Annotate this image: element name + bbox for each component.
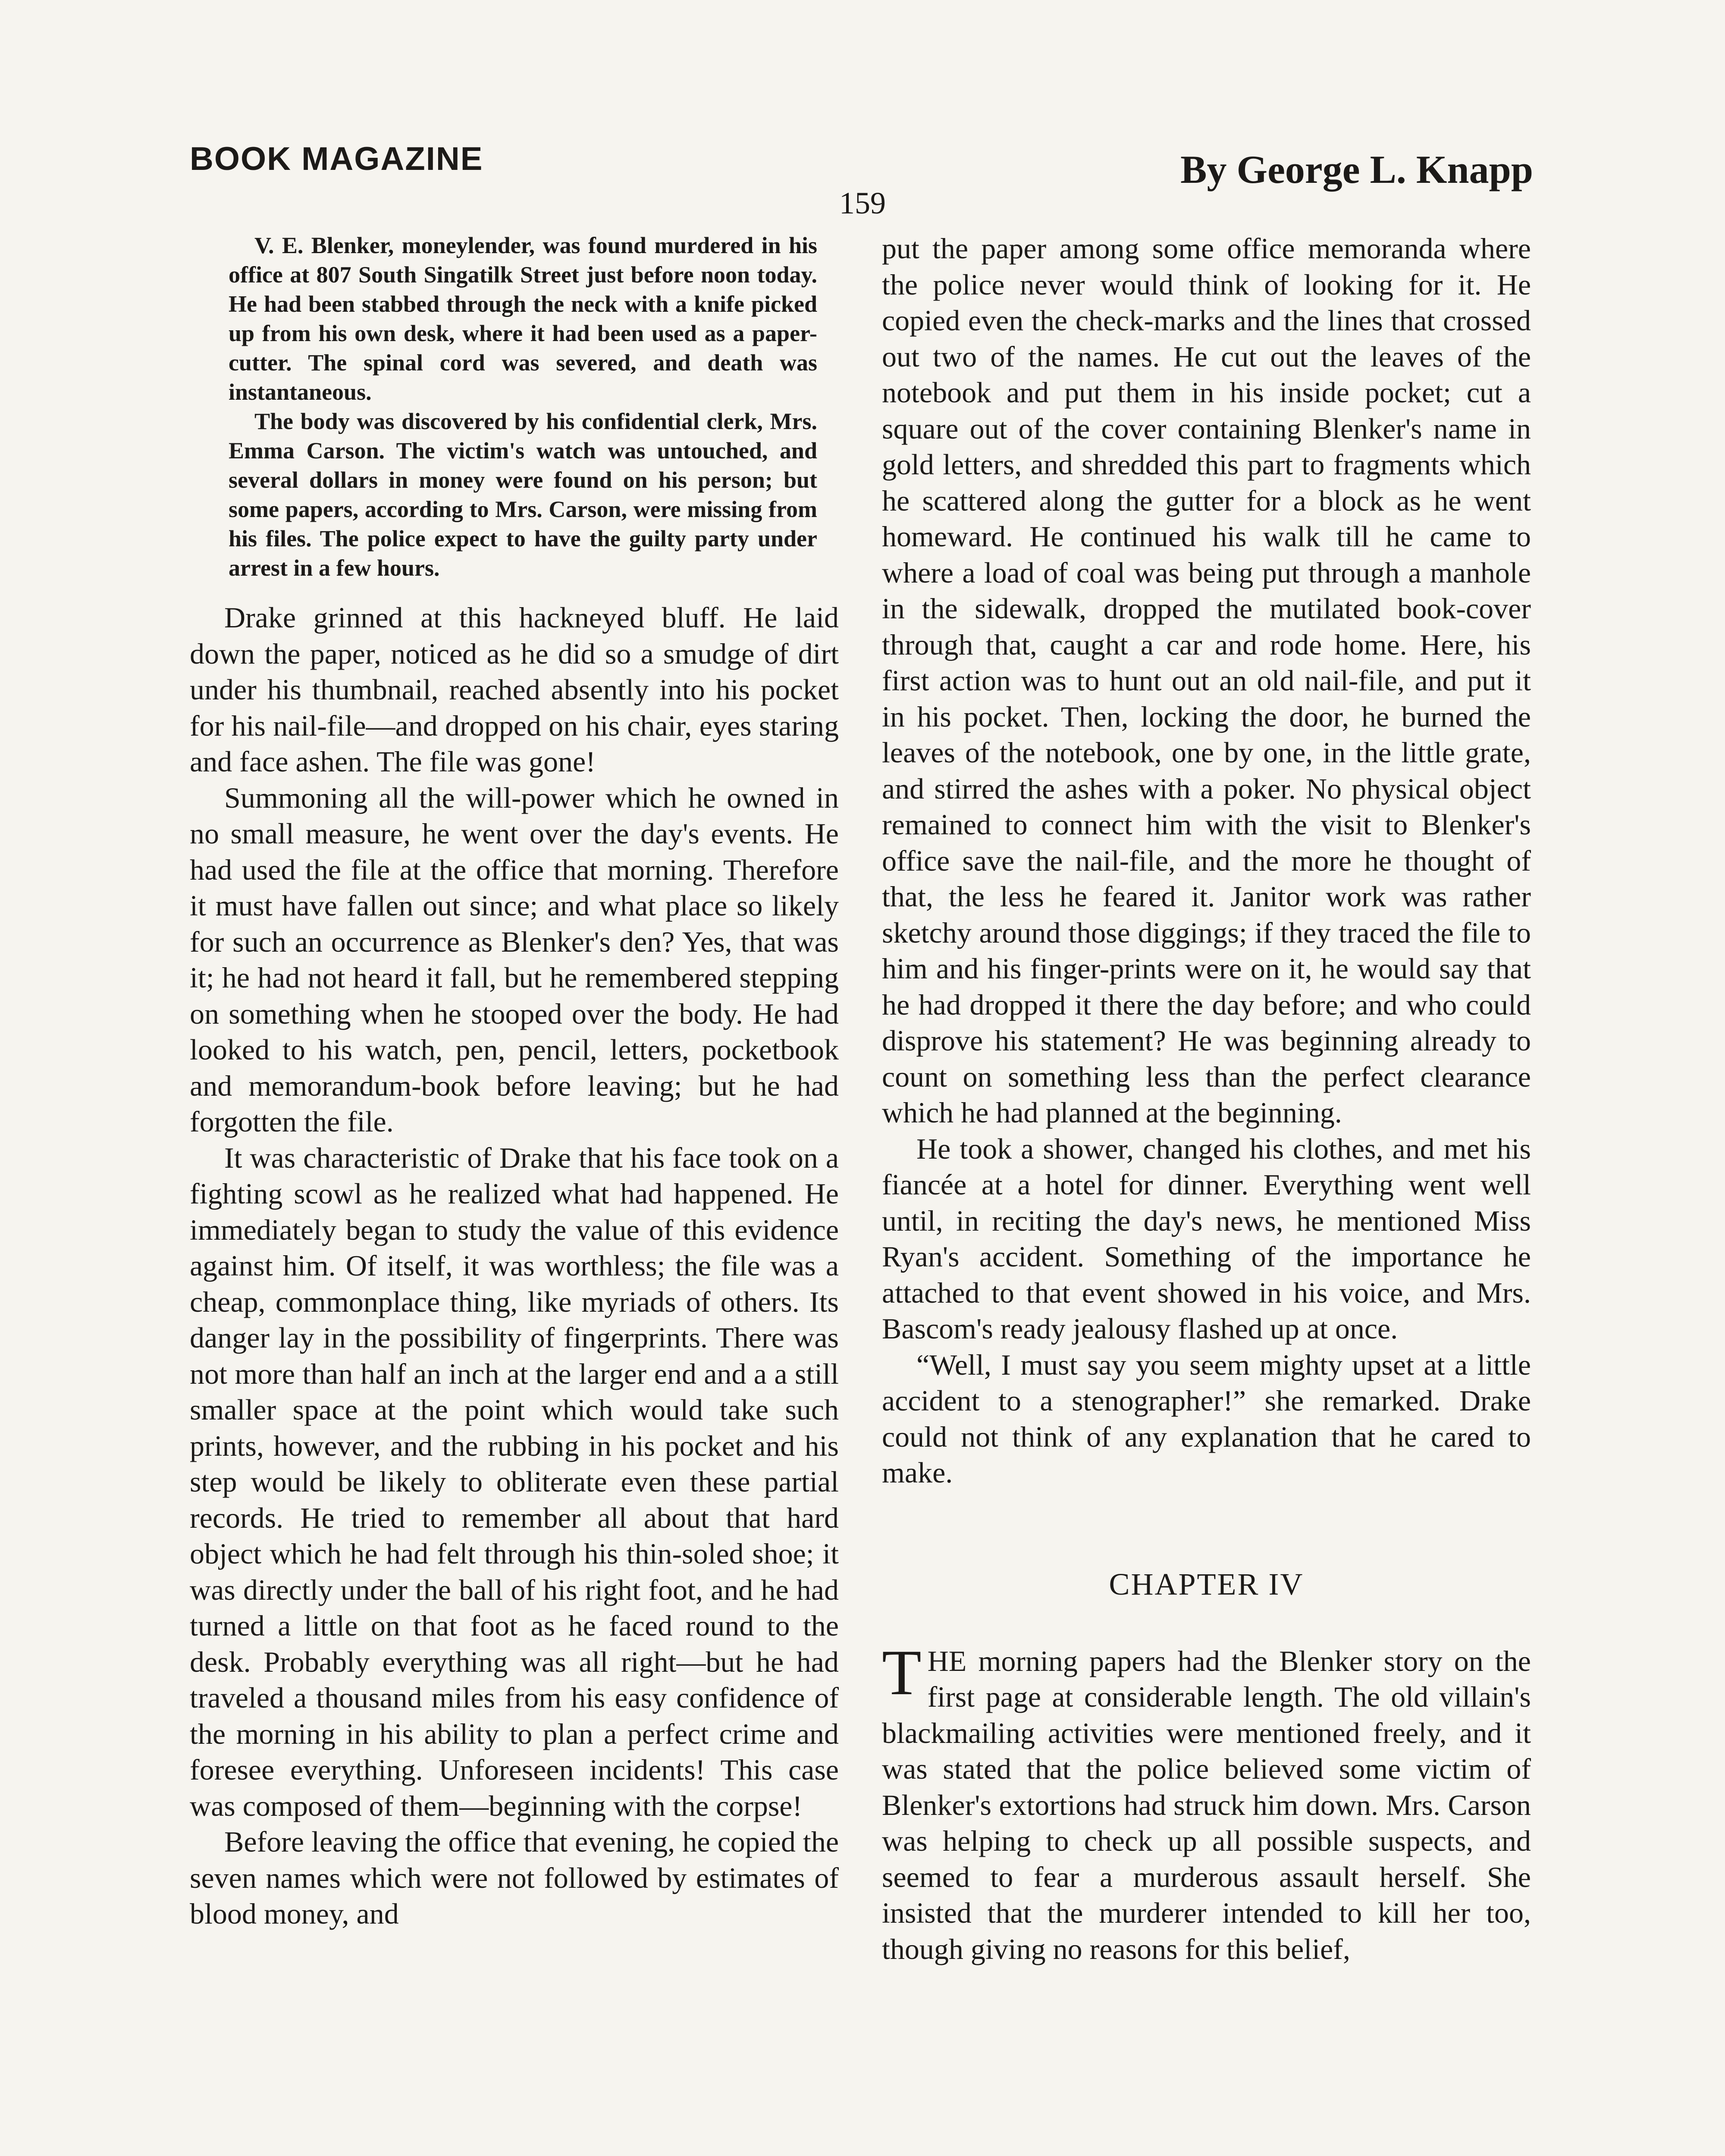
body-paragraph: put the paper among some office memoranda where the police never would think of looking for it. He copied even the check-marks and the lines that crossed out two of the names. He cut out the leaves of the notebook and put them in his inside pocket; cut a square out of the cover containing Blenker's name in gold letters, and shredded this part to fragments which he scattered along the gutter for a block as he went homeward. He continued his walk till he came to where a load of coal was being put through a manhole in the sidewalk, dropped the mutilated book-cover through that, caught a car and rode home. Here, his first action was to hunt out an old nail-file, and put it in his pocket. Then, locking the door, he burned the leaves of the notebook, one by one, in the little grate, and stirred the ashes with a poker. No physical object remained to connect him with the visit to Blenker's office save the nail-file, and the more he thought of that, the less he feared it. Janitor work was rather sketchy around those diggings; if they traced the file to him and his finger-prints were on it, he would say that he had dropped it there the day before; and who could disprove his statement? He was beginning already to count on something less than the perfect clearance which he had planned at the beginning. bbox=[882, 232, 1531, 1129]
chapter-heading: CHAPTER IV bbox=[1109, 1567, 1304, 1601]
chapter-first-paragraph bbox=[882, 1636, 1531, 1968]
left-column bbox=[190, 231, 839, 1932]
body-paragraph: Before leaving the office that evening, he copied the seven names which were not followed by estimates of blood money, and bbox=[190, 1825, 839, 1930]
drop-cap: T bbox=[882, 1636, 922, 1708]
author-byline: By George L. Knapp bbox=[1180, 147, 1533, 191]
chapter-opening-text: HE morning papers had the Blenker story on the first page at considerable length. The old villain's blackmailing activities were mentioned freely, and it was stated that the police believed some victim of Blenker's extortions had struck him down. Mrs. Carson was helping to check up all possible suspects, and seemed to fear a murderous assault herself. She insisted that the murderer intended to kill her too, though giving no reasons for this belief, bbox=[882, 1644, 1531, 1965]
news-clipping bbox=[229, 231, 817, 583]
body-paragraph: He took a shower, changed his clothes, and met his fiancée at a hotel for dinner. Everything went well until, in reciting the day's news, he mentioned Miss Ryan's accident. Something of the importance he attached to that event showed in his voice, and Mrs. Bascom's ready jealousy flashed up at once. bbox=[882, 1132, 1531, 1345]
page-number: 159 bbox=[839, 186, 886, 220]
right-column bbox=[882, 231, 1531, 1967]
left-column-body bbox=[190, 600, 839, 1932]
body-paragraph: Drake grinned at this hackneyed bluff. He laid down the paper, noticed as he did so a smudge of dirt under his thumbnail, reached absently into his pocket for his nail-file—and dropped on his chair, eyes staring and face ashen. The file was gone! bbox=[190, 601, 839, 778]
publication-title: BOOK MAGAZINE bbox=[190, 141, 483, 177]
news-paragraph: The body was discovered by his confidential clerk, Mrs. Emma Carson. The victim's watch was untouched, and several dollars in money were found on his person; but some papers, according to Mrs. Carson, were missing from his files. The police expect to have the guilty party under arrest in a few hours. bbox=[229, 408, 817, 581]
body-paragraph: It was characteristic of Drake that his face took on a fighting scowl as he realized what had happened. He immediately began to study the value of this evidence against him. Of itself, it was worthless; the file was a cheap, commonplace thing, like myriads of others. Its danger lay in the possibility of fingerprints. There was not more than half an inch at the larger end and a a still smaller space at the point which would take such prints, however, and the rubbing in his pocket and his step would be likely to obliterate even these partial records. He tried to remember all about that hard object which he had felt through his thin-soled shoe; it was directly under the ball of his right foot, and he had turned a little on that foot as he faced round to the desk. Probably everything was all right—but he had traveled a thousand miles from his easy confidence of the morning in his ability to plan a perfect crime and foresee everything. Unforeseen incidents! This case was composed of them—beginning with the corpse! bbox=[190, 1141, 839, 1822]
right-column-body bbox=[882, 231, 1531, 1491]
chapter-opening bbox=[882, 1636, 1531, 1968]
news-paragraph: V. E. Blenker, moneylender, was found murdered in his office at 807 South Singatilk Street just before noon today. He had been stabbed through the neck with a knife picked up from his own desk, where it had been used as a paper-cutter. The spinal cord was severed, and death was instantaneous. bbox=[229, 232, 817, 405]
body-paragraph: “Well, I must say you seem mighty upset at a little accident to a stenographer!” she remarked. Drake could not think of any explanation that he cared to make. bbox=[882, 1348, 1531, 1489]
body-paragraph: Summoning all the will-power which he owned in no small measure, he went over the day's events. He had used the file at the office that morning. Therefore it must have fallen out since; and what place so likely for such an occurrence as Blenker's den? Yes, that was it; he had not heard it fall, but he remembered stepping on something when he stooped over the body. He had looked to his watch, pen, pencil, letters, pocketbook and memorandum-book before leaving; but he had forgotten the file. bbox=[190, 781, 839, 1138]
